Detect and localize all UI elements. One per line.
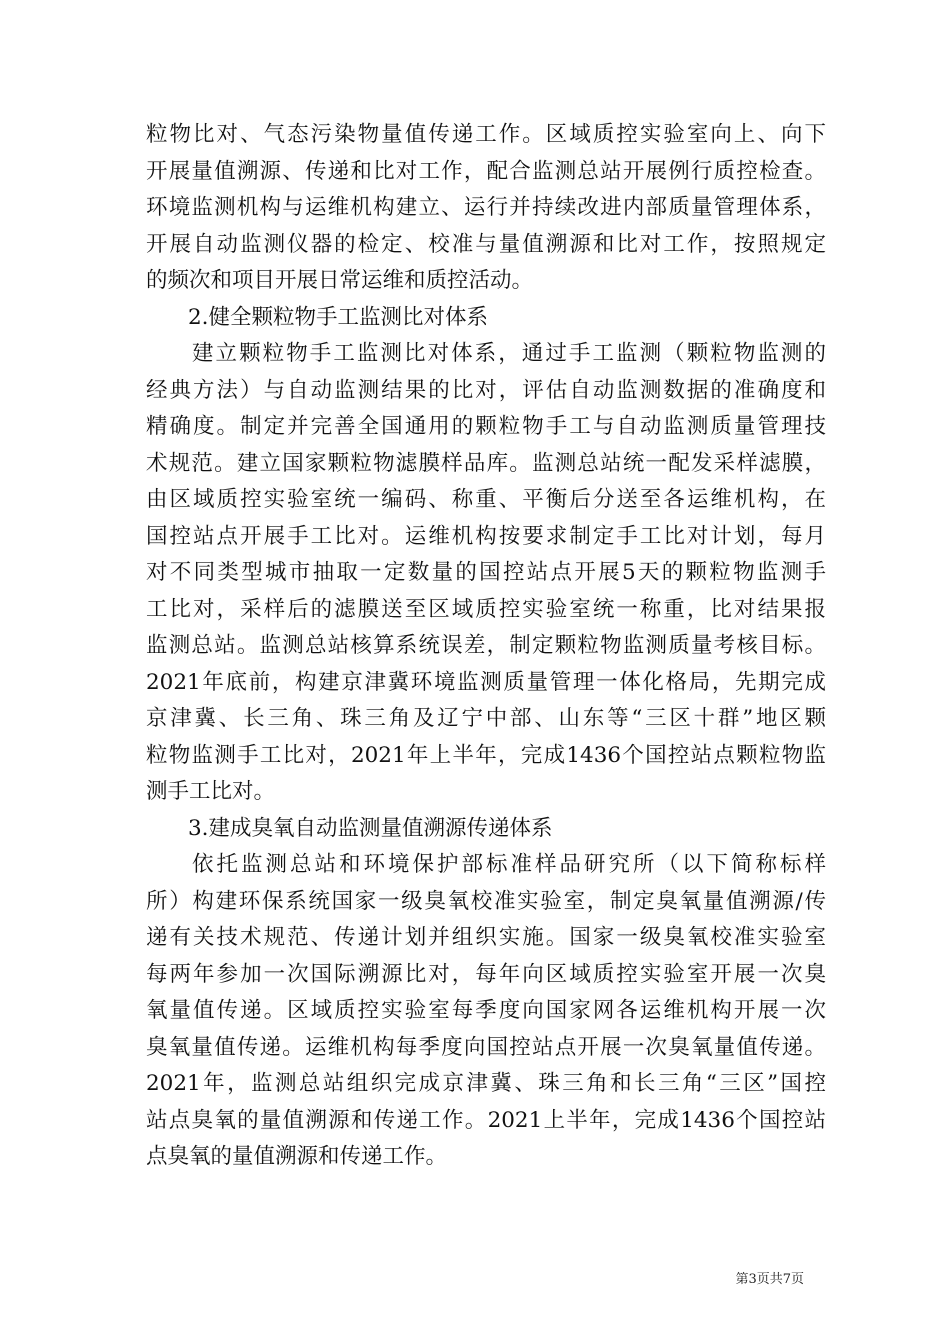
text-line: 臭氧量值传递。运维机构每季度向国控站点开展一次臭氧量值传递。 (146, 1034, 826, 1060)
text-line: 由区域质控实验室统一编码、称重、平衡后分送至各运维机构，在 (146, 487, 826, 512)
text-line: 工比对，采样后的滤膜送至区域质控实验室统一称重，比对结果报 (146, 596, 826, 622)
body-text (146, 117, 826, 1176)
text-line: 每两年参加一次国际溯源比对，每年向区域质控实验室开展一次臭 (146, 961, 826, 987)
text-line: 粒物监测手工比对，2021年上半年，完成1436个国控站点颗粒物监 (146, 742, 826, 768)
text-line: 环境监测机构与运维机构建立、运行并持续改进内部质量管理体系， (146, 195, 826, 220)
text-line: 国控站点开展手工比对。运维机构按要求制定手工比对计划，每月 (146, 523, 826, 549)
paragraph-first-line: 建立颗粒物手工监测比对体系，通过手工监测（颗粒物监测的 (192, 341, 826, 366)
text-line: 所）构建环保系统国家一级臭氧校准实验室，制定臭氧量值溯源/传 (146, 888, 826, 914)
section-heading: 3.建成臭氧自动监测量值溯源传递体系 (188, 815, 553, 841)
text-line: 经典方法）与自动监测结果的比对，评估自动监测数据的准确度和 (146, 377, 826, 403)
paragraph-first-line: 依托监测总站和环境保护部标准样品研究所（以下简称标样 (192, 852, 826, 877)
text-line: 氧量值传递。区域质控实验室每季度向国家网各运维机构开展一次 (146, 998, 826, 1023)
text-line: 开展自动监测仪器的检定、校准与量值溯源和比对工作，按照规定 (146, 231, 826, 257)
text-line: 2021年，监测总站组织完成京津冀、珠三角和长三角“三区”国控 (146, 1071, 826, 1096)
text-line: 精确度。制定并完善全国通用的颗粒物手工与自动监测质量管理技 (146, 414, 826, 439)
text-line: 站点臭氧的量值溯源和传递工作。2021上半年，完成1436个国控站 (146, 1107, 826, 1133)
text-line: 递有关技术规范、传递计划并组织实施。国家一级臭氧校准实验室 (146, 925, 826, 950)
page-number: 第3页共7页 (735, 1272, 804, 1287)
text-line: 2021年底前，构建京津冀环境监测质量管理一体化格局，先期完成 (146, 669, 826, 695)
text-line: 粒物比对、气态污染物量值传递工作。区域质控实验室向上、向下 (146, 122, 826, 147)
section-heading: 2.健全颗粒物手工监测比对体系 (188, 304, 489, 330)
text-line: 点臭氧的量值溯源和传递工作。 (146, 1144, 448, 1169)
text-line: 开展量值溯源、传递和比对工作，配合监测总站开展例行质控检查。 (146, 158, 826, 184)
text-line: 监测总站。监测总站核算系统误差，制定颗粒物监测质量考核目标。 (146, 633, 826, 658)
text-line: 京津冀、长三角、珠三角及辽宁中部、山东等“三区十群”地区颗 (146, 706, 826, 731)
text-line: 测手工比对。 (146, 779, 276, 804)
text-line: 对不同类型城市抽取一定数量的国控站点开展5天的颗粒物监测手 (146, 560, 826, 585)
text-line: 术规范。建立国家颗粒物滤膜样品库。监测总站统一配发采样滤膜， (146, 450, 826, 476)
text-line: 的频次和项目开展日常运维和质控活动。 (146, 268, 534, 293)
